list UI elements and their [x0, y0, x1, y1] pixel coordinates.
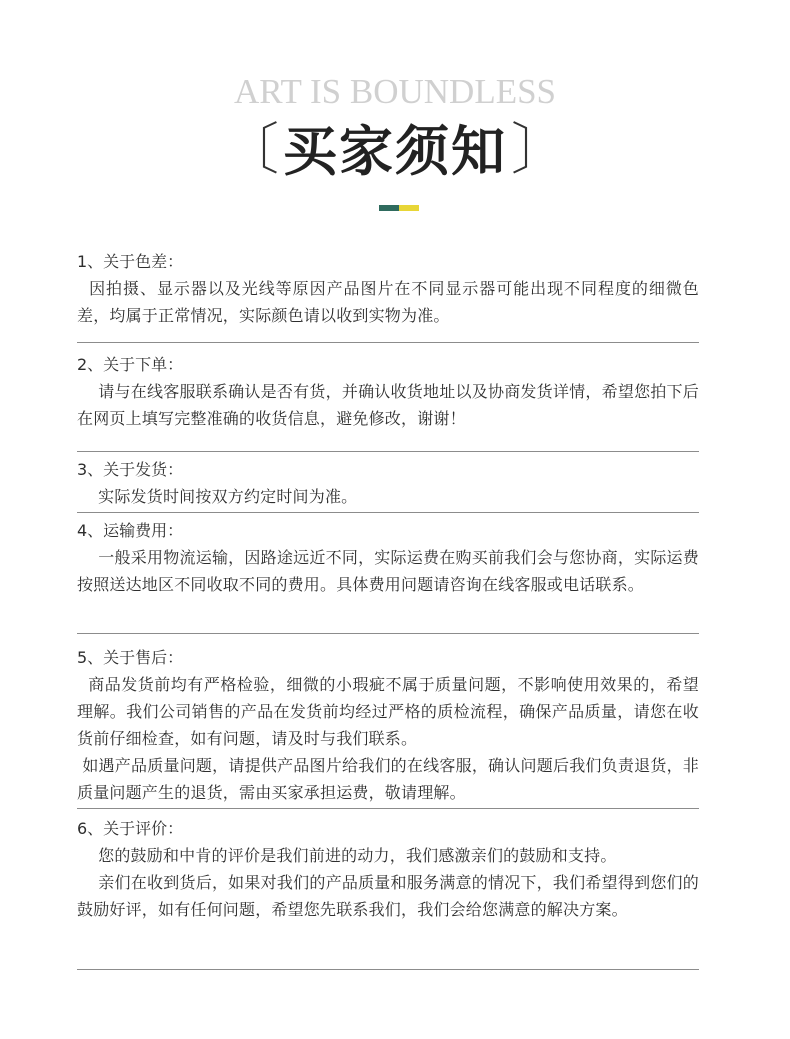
accent-bar [379, 205, 419, 211]
section-ordering [77, 343, 699, 452]
section-reviews [77, 809, 699, 970]
section-paragraph: 您的鼓励和中肯的评价是我们前进的动力，我们感激亲们的鼓励和支持。 [77, 846, 617, 865]
section-paragraph: 因拍摄、显示器以及光线等原因产品图片在不同显示器可能出现不同程度的细微色差，均属于正常情况，实际颜色请以收到实物为准。 [77, 279, 699, 325]
notice-content [77, 248, 699, 970]
section-paragraph: 请与在线客服联系确认是否有货，并确认收货地址以及协商发货详情，希望您拍下后在网页上填写完整准确的收货信息，避免修改，谢谢！ [77, 382, 699, 428]
accent-bar-yellow [399, 205, 419, 211]
header-subtitle: ART IS BOUNDLESS [233, 72, 557, 111]
section-title: 3、关于发货： [77, 460, 184, 479]
page-header [0, 72, 790, 186]
section-title: 1、关于色差： [77, 252, 184, 271]
section-shipping-cost [77, 513, 699, 634]
section-paragraph: 如遇产品质量问题，请提供产品图片给我们的在线客服，确认问题后我们负责退货，非质量问题产生的退货，需由买家承担运费，敬请理解。 [77, 756, 699, 802]
section-color-difference [77, 248, 699, 343]
title-row [0, 116, 790, 186]
section-shipping [77, 452, 699, 513]
title-bracket-right: 〕 [511, 118, 567, 183]
section-paragraph: 商品发货前均有严格检验，细微的小瑕疵不属于质量问题，不影响使用效果的，希望理解。我们公司销售的产品在发货前均经过严格的质检流程，确保产品质量，请您在收货前仔细检查，如有问题，请及时与我们联系。 [77, 675, 699, 748]
page-title: 买家须知 [283, 119, 507, 183]
section-title: 4、运输费用： [77, 521, 184, 540]
section-paragraph: 亲们在收到货后，如果对我们的产品质量和服务满意的情况下，我们希望得到您们的鼓励好评，如有任何问题，希望您先联系我们，我们会给您满意的解决方案。 [77, 873, 699, 919]
section-title: 6、关于评价： [77, 819, 184, 838]
section-paragraph: 实际发货时间按双方约定时间为准。 [77, 487, 358, 506]
section-paragraph: 一般采用物流运输，因路途远近不同，实际运费在购买前我们会与您协商，实际运费按照送达地区不同收取不同的费用。具体费用问题请咨询在线客服或电话联系。 [77, 548, 699, 594]
title-bracket-left: 〔 [223, 118, 279, 183]
section-title: 2、关于下单： [77, 355, 184, 374]
accent-bar-green [379, 205, 399, 211]
section-title: 5、关于售后： [77, 648, 184, 667]
section-after-sales [77, 634, 699, 809]
